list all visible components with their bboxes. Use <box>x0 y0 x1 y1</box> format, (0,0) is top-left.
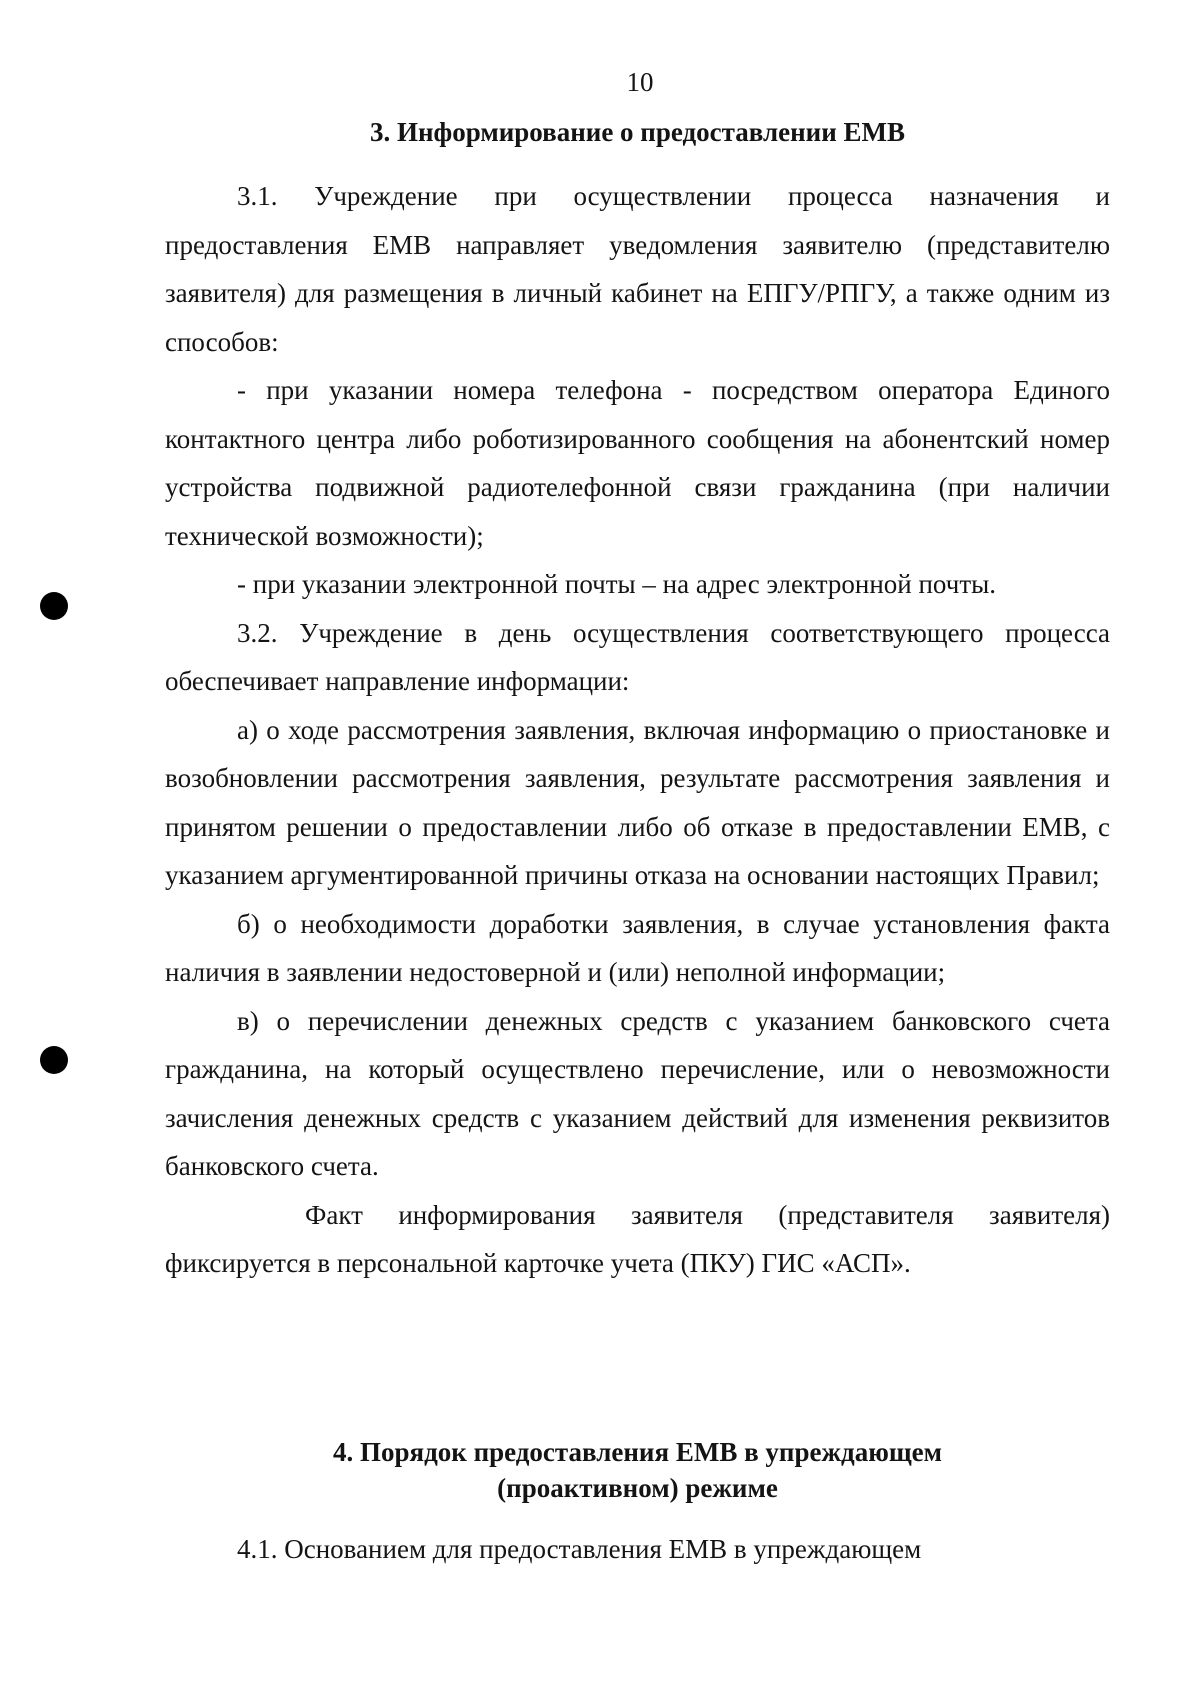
paragraph-item-v: в) о перечислении денежных средств с указанием банковского счета гражданина, на который осуществлено перечисление, или о невозможности зачисления денежных средств с указанием действий для изменения реквизитов банковского счета. <box>165 1005 1110 1181</box>
section-3-heading: 3. Информирование о предоставлении ЕМВ <box>369 117 906 147</box>
paragraph-4-1: 4.1. Основанием для предоставления ЕМВ в упреждающем <box>237 1534 922 1564</box>
page-number: 10 <box>626 67 654 97</box>
section-4-heading-line2: (проактивном) режиме <box>497 1473 778 1503</box>
paragraph-item-b: б) о необходимости доработки заявления, в случае установления факта наличия в заявлении недостоверной и (или) неполной информации; <box>165 908 1110 987</box>
binder-hole <box>40 1046 68 1074</box>
paragraph-3-1: 3.1. Учреждение при осуществлении процесса назначения и предоставления ЕМВ направляет уведомления заявителю (представителю заявителя) для размещения в личный кабинет на ЕПГУ/РПГУ, а также одним из способов: <box>165 181 1110 357</box>
paragraph-phone: - при указании номера телефона - посредством оператора Единого контактного центра либо роботизированного сообщения на абонентский номер устройства подвижной радиотелефонной связи гражданина (при наличии технической возможности); <box>165 375 1110 551</box>
paragraph-email: - при указании электронной почты – на адрес электронной почты. <box>237 569 997 599</box>
paragraph-fact: Факт информирования заявителя (представителя заявителя) фиксируется в персональной карточке учета (ПКУ) ГИС «АСП». <box>165 1199 1110 1278</box>
section-4-body <box>165 1525 1110 1574</box>
section-4-heading <box>165 1434 1110 1506</box>
section-4-heading-line1: 4. Порядок предоставления ЕМВ в упреждающем <box>332 1437 943 1467</box>
paragraph-3-2: 3.2. Учреждение в день осуществления соответствующего процесса обеспечивает направление информации: <box>165 617 1110 696</box>
binder-hole <box>40 592 68 620</box>
section-3-body <box>165 172 1110 1288</box>
paragraph-item-a: а) о ходе рассмотрения заявления, включая информацию о приостановке и возобновлении рассмотрения заявления, результате рассмотрения заявления и принятом решении о предоставлении либо об отказе в предоставлении ЕМВ, с указанием аргументированной причины отказа на основании настоящих Правил; <box>165 714 1110 890</box>
